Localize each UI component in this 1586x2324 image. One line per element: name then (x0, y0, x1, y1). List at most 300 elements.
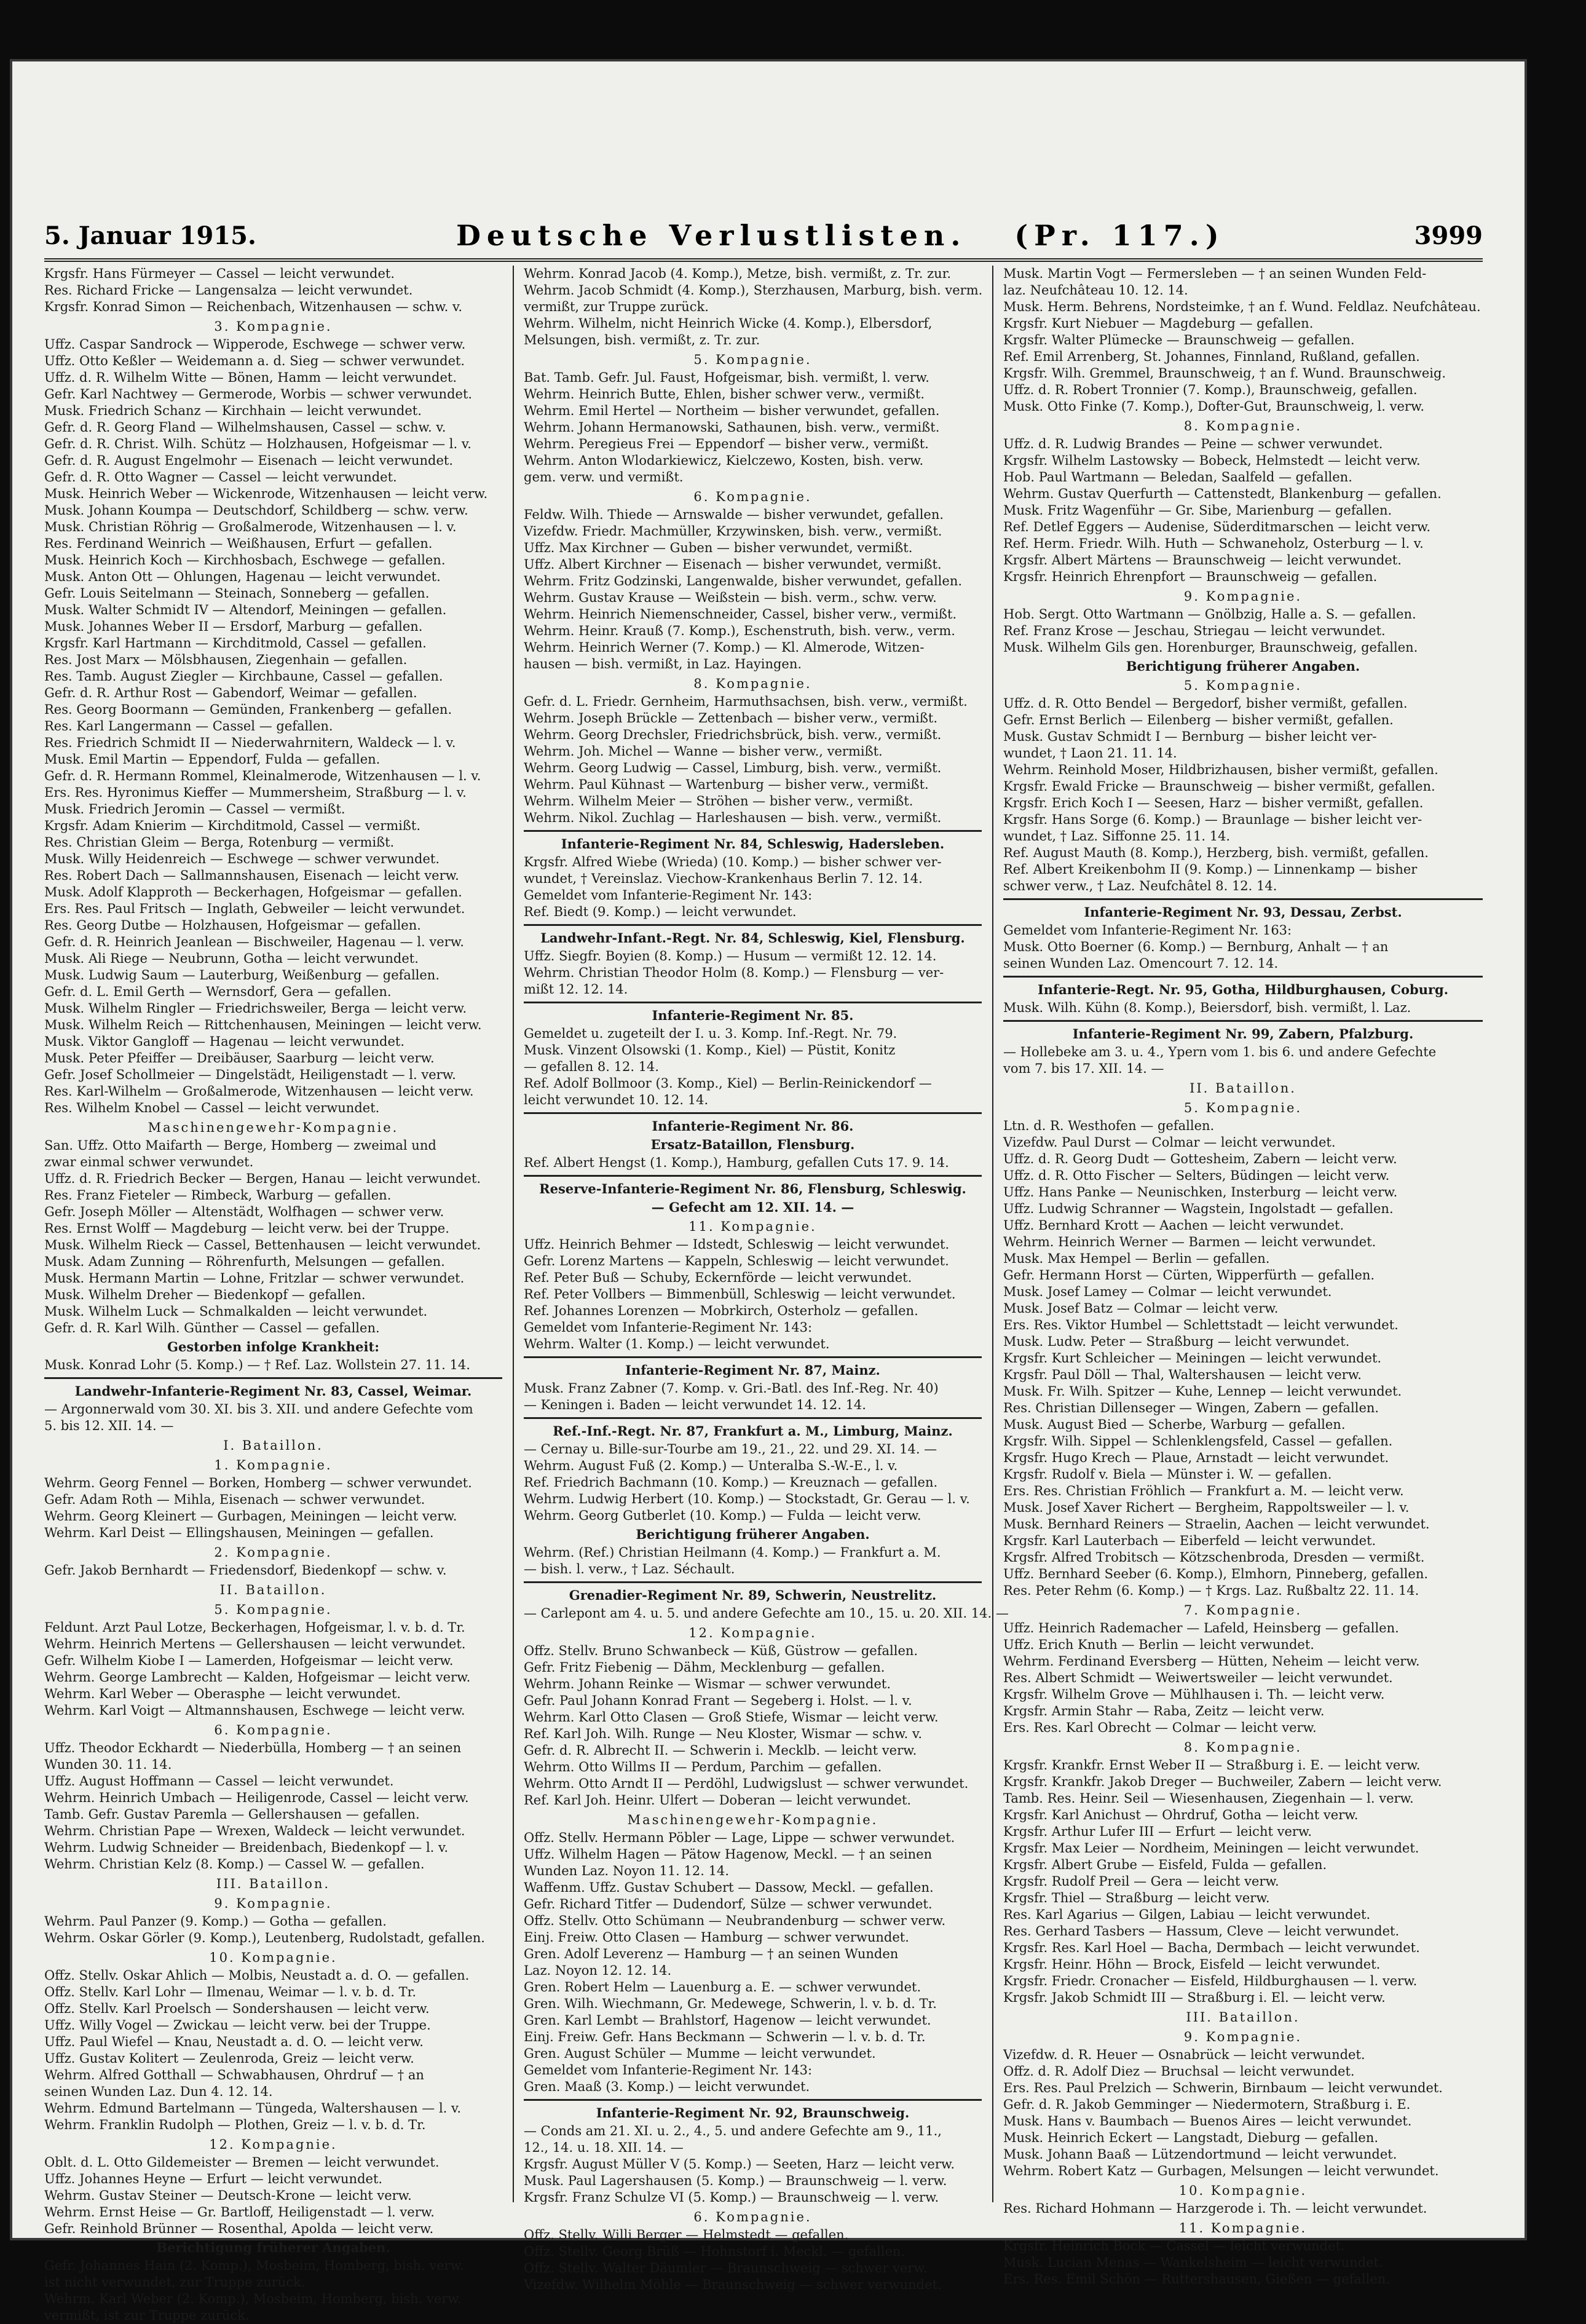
casualty-entry: Res. Ferdinand Weinrich — Weißhausen, Erfurt — gefallen. (44, 536, 433, 551)
casualty-entry: zwar einmal schwer verwundet. (44, 1155, 254, 1169)
casualty-entry: Wehrm. Karl Otto Clasen — Groß Stiefe, Wismar — leicht verw. (524, 1710, 939, 1725)
section-divider (524, 1356, 982, 1358)
casualty-entry: Wehrm. Ferdinand Eversberg — Hütten, Neheim — leicht verw. (1003, 1654, 1420, 1669)
casualty-entry: Krgsfr. Wilh. Sippel — Schlenklengsfeld, Cassel — gefallen. (1003, 1434, 1393, 1449)
casualty-entry: Offz. Stellv. Willi Berger — Helmstedt — gefallen. (524, 2227, 849, 2242)
casualty-entry: Ref. Friedrich Bachmann (10. Komp.) — Kreuznach — gefallen. (524, 1475, 938, 1490)
casualty-entry: Gemeldet vom Infanterie-Regiment Nr. 143: (524, 2063, 813, 2077)
casualty-entry: Wehrm. Karl Weber (2. Komp.), Mosbeim, Homberg, bish. verw. (44, 2291, 462, 2306)
casualty-entry: Feldw. Wilh. Thiede — Arnswalde — bisher verwundet, gefallen. (524, 507, 944, 522)
casualty-entry: Musk. Martin Vogt — Fermersleben — † an seinen Wunden Feld- (1003, 266, 1427, 281)
casualty-entry: Wehrm. Heinr. Krauß (7. Komp.), Eschenstruth, bish. verw., verm. (524, 623, 955, 638)
section-heading: Maschinengewehr-Kompagnie. (148, 1120, 399, 1135)
casualty-entry: — Conds am 21. XI. u. 2., 4., 5. und andere Gefechte am 9., 11., (524, 2124, 942, 2138)
casualty-entry: ist nicht verwundet, zur Truppe zurück. (44, 2275, 306, 2290)
casualty-entry: Vizefdw. d. R. Heuer — Osnabrück — leicht verwundet. (1003, 2047, 1365, 2062)
casualty-entry: Offz. Stellv. Georg Brüß — Hohnstorf i. Meckl. — gefallen. (524, 2244, 905, 2259)
casualty-entry: Gefr. Fritz Fiebenig — Dähm, Mecklenburg — gefallen. (524, 1660, 885, 1675)
casualty-entry: Krgsfr. Albert Märtens — Braunschweig — leicht verwundet. (1003, 553, 1402, 567)
casualty-entry: Tamb. Res. Heinr. Seil — Wiesenhausen, Ziegenhain — l. verw. (1003, 1791, 1414, 1806)
casualty-entry: Res. Franz Fieteler — Rimbeck, Warburg — gefallen. (44, 1188, 392, 1203)
casualty-entry: Musk. Heinrich Koch — Kirchhosbach, Eschwege — gefallen. (44, 553, 446, 567)
casualty-entry: Krgsfr. Heinr. Höhn — Brock, Eisfeld — leicht verwundet. (1003, 1957, 1381, 1972)
section-heading: 9. Kompagnie. (1183, 2030, 1303, 2044)
casualty-entry: Wehrm. Konrad Jacob (4. Komp.), Metze, bish. vermißt, z. Tr. zur. (524, 266, 952, 281)
casualty-entry: Ref. Detlef Eggers — Audenise, Süderditmarschen — leicht verw. (1003, 520, 1431, 534)
casualty-entry: Ers. Res. Karl Obrecht — Colmar — leicht verw. (1003, 1720, 1317, 1735)
section-heading: 11. Kompagnie. (688, 1219, 817, 1234)
section-heading: 9. Kompagnie. (1183, 589, 1303, 604)
section-heading: II. Bataillon. (219, 1583, 327, 1597)
casualty-entry: Krgsfr. Hugo Krech — Plaue, Arnstadt — leicht verwundet. (1003, 1450, 1389, 1465)
casualty-entry: Krgsfr. Thiel — Straßburg — leicht verw. (1003, 1891, 1270, 1905)
casualty-entry: Musk. Max Hempel — Berlin — gefallen. (1003, 1251, 1270, 1266)
casualty-entry: Musk. Gustav Schmidt I — Bernburg — bisher leicht ver- (1003, 729, 1377, 744)
section-heading: 10. Kompagnie. (209, 1950, 337, 1965)
casualty-entry: Ref. Herm. Friedr. Wilh. Huth — Schwaneholz, Osterburg — l. v. (1003, 536, 1424, 551)
casualty-entry: Ref. Adolf Bollmoor (3. Komp., Kiel) — Berlin-Reinickendorf — (524, 1076, 932, 1091)
casualty-entry: Musk. Johannes Weber II — Ersdorf, Marburg — gefallen. (44, 619, 423, 634)
casualty-entry: wundet, † Laz. Siffonne 25. 11. 14. (1003, 829, 1231, 844)
casualty-entry: Oblt. d. L. Otto Gildemeister — Bremen — leicht verwundet. (44, 2155, 440, 2170)
casualty-entry: Krgsfr. Walter Plümecke — Braunschweig — gefallen. (1003, 333, 1355, 347)
casualty-entry: Musk. Adolf Klapproth — Beckerhagen, Hofgeismar — gefallen. (44, 885, 462, 899)
section-heading: 5. Kompagnie. (1183, 1101, 1303, 1115)
casualty-entry: Gren. August Schüler — Mumme — leicht verwundet. (524, 2046, 876, 2061)
casualty-entry: Krgsfr. Paul Döll — Thal, Waltershausen — leicht verw. (1003, 1367, 1362, 1382)
casualty-entry: Gefr. d. R. Georg Fland — Wilhelmshausen, Cassel — schw. v. (44, 420, 446, 435)
newspaper-page (12, 61, 1525, 2323)
casualty-entry: Wehrm. Johann Reinke — Wismar — schwer verwundet. (524, 1677, 891, 1691)
casualty-entry: Musk. Willy Heidenreich — Eschwege — schwer verwundet. (44, 852, 440, 866)
section-heading: II. Bataillon. (1190, 1081, 1296, 1096)
section-divider (524, 1002, 982, 1003)
casualty-entry: Gemeldet vom Infanterie-Regiment Nr. 163: (1003, 923, 1292, 938)
page-content (44, 215, 1483, 2323)
casualty-entry: Res. Ernst Wolff — Magdeburg — leicht verw. bei der Truppe. (44, 1221, 449, 1236)
casualty-entry: Feldunt. Arzt Paul Lotze, Beckerhagen, Hofgeismar, l. v. b. d. Tr. (44, 1620, 465, 1635)
section-heading: 6. Kompagnie. (693, 2210, 812, 2224)
casualty-entry: Gefr. d. R. Arthur Rost — Gabendorf, Weimar — gefallen. (44, 686, 417, 700)
casualty-entry: Wehrm. Walter (1. Komp.) — leicht verwundet. (524, 1337, 830, 1351)
section-heading: Infanterie-Regiment Nr. 92, Braunschweig. (596, 2105, 910, 2120)
casualty-entry: Uffz. Bernhard Krott — Aachen — leicht verwundet. (1003, 1218, 1344, 1233)
section-divider (1003, 976, 1483, 978)
section-heading: 8. Kompagnie. (693, 676, 812, 691)
section-heading: 9. Kompagnie. (214, 1896, 333, 1911)
issue-number: (Pr. 117.) (1014, 219, 1225, 252)
casualty-entry: vermißt, ist zur Truppe zurück. (44, 2308, 250, 2323)
casualty-entry: Res. Richard Fricke — Langensalza — leicht verwundet. (44, 283, 413, 298)
casualty-entry: Wehrm. Heinrich Werner — Barmen — leicht verwundet. (1003, 1235, 1376, 1249)
section-heading: Landwehr-Infanterie-Regiment Nr. 83, Cassel, Weimar. (74, 1383, 472, 1399)
casualty-entry: Uffz. Paul Wiefel — Knau, Neustadt a. d. O. — leicht verw. (44, 2034, 424, 2049)
casualty-entry: gem. verw. und vermißt. (524, 470, 684, 484)
casualty-entry: Ref. Johannes Lorenzen — Mobrkirch, Osterholz — gefallen. (524, 1303, 918, 1318)
casualty-entry: Wehrm. Christian Theodor Holm (8. Komp.) — Flensburg — ver- (524, 965, 944, 980)
casualty-entry: Gemeldet u. zugeteilt der I. u. 3. Komp. Inf.-Regt. Nr. 79. (524, 1026, 898, 1041)
casualty-entry: Gefr. d. R. Karl Wilh. Günther — Cassel — gefallen. (44, 1321, 380, 1335)
casualty-entry: Gefr. Reinhold Brünner — Rosenthal, Apolda — leicht verw. (44, 2221, 434, 2236)
casualty-entry: Krgsfr. Franz Schulze VI (5. Komp.) — Braunschweig — l. verw. (524, 2190, 939, 2205)
casualty-entry: Wehrm. Heinrich Niemenschneider, Cassel, bisher verw., vermißt. (524, 607, 957, 622)
casualty-entry: Ers. Res. Christian Fröhlich — Frankfurt a. M. — leicht verw. (1003, 1484, 1404, 1498)
publication-title: Deutsche Verlustlisten. (Pr. 117.) (456, 219, 1225, 252)
section-heading: 10. Kompagnie. (1178, 2183, 1308, 2198)
casualty-entry: Uffz. Albert Kirchner — Eisenach — bisher verwundet, vermißt. (524, 557, 942, 572)
casualty-entry: Gefr. d. R. Jakob Gemminger — Niedermotern, Straßburg i. E. (1003, 2097, 1411, 2112)
casualty-entry: Gefr. Karl Nachtwey — Germerode, Worbis — schwer verwundet. (44, 387, 473, 401)
section-divider (524, 1581, 982, 1583)
casualty-entry: Ref. Biedt (9. Komp.) — leicht verwundet. (524, 904, 797, 919)
casualty-entry: Musk. Hermann Martin — Lohne, Fritzlar — schwer verwundet. (44, 1271, 465, 1286)
casualty-entry: Wehrm. Ludwig Schneider — Breidenbach, Biedenkopf — l. v. (44, 1840, 449, 1855)
casualty-entry: Krgsfr. Max Leier — Nordheim, Meiningen — leicht verwundet. (1003, 1841, 1419, 1856)
casualty-entry: 5. bis 12. XII. 14. — (44, 1418, 174, 1433)
section-divider (524, 924, 982, 926)
section-heading: 12. Kompagnie. (688, 1626, 817, 1640)
casualty-entry: laz. Neufchâteau 10. 12. 14. (1003, 283, 1188, 298)
section-heading: 12. Kompagnie. (209, 2137, 337, 2152)
casualty-entry: Ref. August Mauth (8. Komp.), Herzberg, bish. vermißt, gefallen. (1003, 845, 1429, 860)
casualty-entry: Musk. Josef Lamey — Colmar — leicht verwundet. (1003, 1284, 1332, 1299)
casualty-entry: seinen Wunden Laz. Dun 4. 12. 14. (44, 2084, 273, 2099)
casualty-entry: Res. Peter Rehm (6. Komp.) — † Krgs. Laz. Rußbaltz 22. 11. 14. (1003, 1583, 1419, 1598)
casualty-entry: Musk. Otto Boerner (6. Komp.) — Bernburg, Anhalt — † an (1003, 939, 1389, 954)
casualty-entry: Wehrm. Alfred Gotthall — Schwabhausen, Ohrdruf — † an (44, 2068, 424, 2082)
section-heading: 3. Kompagnie. (214, 319, 333, 334)
casualty-entry: Ref. Karl Joh. Heinr. Ulfert — Doberan — leicht verwundet. (524, 1793, 912, 1808)
casualty-entry: Wehrm. Heinrich Butte, Ehlen, bisher schwer verw., vermißt. (524, 387, 925, 401)
casualty-entry: Gefr. d. R. Hermann Rommel, Kleinalmerode, Witzenhausen — l. v. (44, 769, 481, 783)
casualty-entry: Uffz. Caspar Sandrock — Wipperode, Eschwege — schwer verw. (44, 337, 466, 352)
casualty-entry: Krgsfr. Jakob Schmidt III — Straßburg i. El. — leicht verw. (1003, 1990, 1386, 2005)
casualty-entry: Gefr. d. R. Christ. Wilh. Schütz — Holzhausen, Hofgeismar — l. v. (44, 437, 471, 451)
casualty-entry: Wehrm. Paul Panzer (9. Komp.) — Gotha — gefallen. (44, 1914, 387, 1929)
casualty-entry: Res. Richard Hohmann — Harzgerode i. Th. — leicht verwundet. (1003, 2201, 1427, 2216)
casualty-entry: Musk. Paul Lagershausen (5. Komp.) — Braunschweig — l. verw. (524, 2173, 947, 2188)
casualty-entry: Krgsfr. Alfred Trobitsch — Kötzschenbroda, Dresden — vermißt. (1003, 1550, 1425, 1565)
casualty-entry: Krgsfr. August Müller V (5. Komp.) — Seeten, Harz — leicht verw. (524, 2157, 955, 2172)
casualty-entry: Musk. Wilhelm Luck — Schmalkalden — leicht verwundet. (44, 1304, 428, 1319)
casualty-entry: Wehrm. (Ref.) Christian Heilmann (4. Komp.) — Frankfurt a. M. (524, 1545, 941, 1560)
casualty-entry: Wehrm. Johann Hermanowski, Sathaunen, bish. verw., vermißt. (524, 420, 940, 435)
casualty-entry: Wehrm. Georg Drechsler, Friedrichsbrück, bish. verw., vermißt. (524, 727, 942, 742)
casualty-entry: Musk. Josef Xaver Richert — Bergheim, Rappoltsweiler — l. v. (1003, 1500, 1410, 1515)
casualty-entry: — Cernay u. Bille-sur-Tourbe am 19., 21., 22. und 29. XI. 14. — (524, 1442, 937, 1456)
casualty-entry: 12., 14. u. 18. XII. 14. — (524, 2140, 684, 2155)
casualty-entry: Offz. Stellv. Oskar Ahlich — Molbis, Neustadt a. d. O. — gefallen. (44, 1968, 470, 1983)
casualty-entry: Krgsfr. Wilh. Gremmel, Braunschweig, † an f. Wund. Braunschweig. (1003, 366, 1446, 381)
section-heading: Berichtigung früherer Angaben. (1126, 658, 1360, 674)
section-divider (524, 2099, 982, 2101)
section-divider (1003, 1020, 1483, 1022)
casualty-entry: Hob. Paul Wartmann — Beledan, Saalfeld — gefallen. (1003, 470, 1352, 484)
casualty-entry: Vizefdw. Friedr. Machmüller, Krzywinsken, bish. verw., vermißt. (524, 524, 942, 539)
columns (44, 266, 1483, 2323)
casualty-entry: vermißt, zur Truppe zurück. (524, 299, 709, 314)
casualty-entry: Musk. Ludw. Peter — Straßburg — leicht verwundet. (1003, 1334, 1350, 1349)
section-heading: III. Bataillon. (216, 1876, 331, 1891)
casualty-entry: Krgsfr. Res. Karl Hoel — Bacha, Dermbach — leicht verwundet. (1003, 1940, 1420, 1955)
column-1 (44, 266, 502, 2323)
casualty-entry: Gefr. Ernst Berlich — Eilenberg — bisher vermißt, gefallen. (1003, 713, 1394, 727)
casualty-entry: — Carlepont am 4. u. 5. und andere Gefechte am 10., 15. u. 20. XII. 14. — (524, 1606, 1009, 1621)
casualty-entry: Wehrm. Heinrich Umbach — Heiligenrode, Cassel — leicht verw. (44, 1790, 469, 1805)
casualty-entry: Wehrm. Fritz Godzinski, Langenwalde, bisher verwundet, gefallen. (524, 574, 963, 588)
casualty-entry: Res. Robert Dach — Sallmannshausen, Eisenach — leicht verw. (44, 868, 459, 883)
casualty-entry: Musk. Wilhelm Rieck — Cassel, Bettenhausen — leicht verwundet. (44, 1238, 481, 1252)
casualty-entry: seinen Wunden Laz. Omencourt 7. 12. 14. (1003, 956, 1279, 971)
casualty-entry: Wehrm. Nikol. Zuchlag — Harleshausen — bish. verw., vermißt. (524, 810, 942, 825)
casualty-entry: Krgsfr. Krankfr. Ernst Weber II — Straßburg i. E. — leicht verw. (1003, 1758, 1421, 1773)
casualty-entry: Gefr. Jakob Bernhardt — Friedensdorf, Biedenkopf — schw. v. (44, 1563, 447, 1578)
section-divider (1003, 898, 1483, 900)
casualty-entry: Gefr. d. L. Friedr. Gernheim, Harmuthsachsen, bish. verw., vermißt. (524, 694, 968, 709)
casualty-entry: Gefr. d. R. Otto Wagner — Cassel — leicht verwundet. (44, 470, 397, 484)
casualty-entry: Uffz. Wilhelm Hagen — Pätow Hagenow, Meckl. — † an seinen (524, 1847, 933, 1862)
section-heading: — Gefecht am 12. XII. 14. — (651, 1200, 854, 1215)
casualty-entry: Wehrm. Heinrich Werner (7. Komp.) — Kl. Almerode, Witzen- (524, 640, 925, 655)
casualty-entry: Musk. Ludwig Saum — Lauterburg, Weißenburg — gefallen. (44, 968, 440, 982)
casualty-entry: Res. Christian Gleim — Berga, Rotenburg — vermißt. (44, 835, 395, 850)
casualty-entry: Musk. Heinrich Eckert — Langstadt, Dieburg — gefallen. (1003, 2130, 1379, 2145)
casualty-entry: Krgsfr. Rudolf v. Biela — Münster i. W. — gefallen. (1003, 1467, 1332, 1482)
casualty-entry: Wehrm. Georg Gutberlet (10. Komp.) — Fulda — leicht verw. (524, 1508, 921, 1523)
casualty-entry: Wehrm. Emil Hertel — Northeim — bisher verwundet, gefallen. (524, 403, 940, 418)
casualty-entry: Wehrm. Georg Fennel — Borken, Homberg — schwer verwundet. (44, 1476, 472, 1490)
casualty-entry: Res. Karl Agarius — Gilgen, Labiau — leicht verwundet. (1003, 1907, 1371, 1922)
casualty-entry: wundet, † Vereinslaz. Viechow-Krankenhaus Berlin 7. 12. 14. (524, 871, 923, 886)
casualty-entry: Musk. Josef Batz — Colmar — leicht verw. (1003, 1301, 1279, 1316)
casualty-entry: Musk. Otto Finke (7. Komp.), Dofter-Gut, Braunschweig, l. verw. (1003, 399, 1425, 414)
casualty-entry: Wehrm. Paul Kühnast — Wartenburg — bisher verw., vermißt. (524, 777, 929, 792)
casualty-entry: Uffz. d. R. Friedrich Becker — Bergen, Hanau — leicht verwundet. (44, 1171, 481, 1186)
casualty-entry: Musk. Lucian Menas — Wankelsheim — leicht verwundet. (1003, 2255, 1383, 2270)
casualty-entry: Vizefdw. Paul Durst — Colmar — leicht verwundet. (1003, 1135, 1336, 1150)
section-heading: 5. Kompagnie. (1183, 678, 1303, 693)
casualty-entry: — Argonnerwald vom 30. XI. bis 3. XII. und andere Gefechte vom (44, 1402, 473, 1417)
casualty-entry: Res. Christian Dillenseger — Wingen, Zabern — gefallen. (1003, 1401, 1379, 1415)
casualty-entry: Musk. Anton Ott — Ohlungen, Hagenau — leicht verwundet. (44, 569, 441, 584)
casualty-entry: Bat. Tamb. Gefr. Jul. Faust, Hofgeismar, bish. vermißt, l. verw. (524, 370, 929, 385)
casualty-entry: Krgsfr. Albert Grube — Eisfeld, Fulda — gefallen. (1003, 1857, 1327, 1872)
casualty-entry: Musk. Herm. Behrens, Nordsteimke, † an f. Wund. Feldlaz. Neufchâteau. (1003, 299, 1481, 314)
casualty-entry: Uffz. Heinrich Rademacher — Lafeld, Heinsberg — gefallen. (1003, 1621, 1399, 1635)
casualty-entry: Wehrm. Otto Willms II — Perdum, Parchim — gefallen. (524, 1760, 882, 1774)
page-header (44, 215, 1483, 262)
section-heading: Gestorben infolge Krankheit: (167, 1339, 379, 1354)
casualty-entry: Wehrm. Anton Wlodarkiewicz, Kielczewo, Kosten, bish. verw. (524, 453, 924, 468)
section-divider (524, 1112, 982, 1114)
casualty-entry: Wehrm. Karl Deist — Ellingshausen, Meiningen — gefallen. (44, 1525, 434, 1540)
section-heading: Reserve-Infanterie-Regiment Nr. 86, Flensburg, Schleswig. (539, 1181, 966, 1196)
casualty-entry: Krgsfr. Friedr. Cronacher — Eisfeld, Hildburghausen — l. verw. (1003, 1974, 1418, 1988)
casualty-entry: Wehrm. Franklin Rudolph — Plothen, Greiz — l. v. b. d. Tr. (44, 2117, 426, 2132)
casualty-entry: Musk. Walter Schmidt IV — Altendorf, Meiningen — gefallen. (44, 603, 447, 617)
casualty-entry: Res. Albert Schmidt — Weiwertsweiler — leicht verwundet. (1003, 1670, 1393, 1685)
casualty-entry: Gefr. Adam Roth — Mihla, Eisenach — schwer verwundet. (44, 1492, 425, 1507)
section-heading: III. Bataillon. (1186, 2010, 1300, 2025)
casualty-entry: Musk. Wilhelm Reich — Rittchenhausen, Meiningen — leicht verw. (44, 1018, 482, 1032)
section-heading: Ersatz-Bataillon, Flensburg. (650, 1137, 855, 1152)
section-heading: I. Bataillon. (223, 1438, 323, 1453)
casualty-entry: Krgsfr. Kurt Niebuer — Magdeburg — gefallen. (1003, 316, 1314, 331)
casualty-entry: Gefr. Hermann Horst — Cürten, Wipperfürth — gefallen. (1003, 1268, 1375, 1283)
casualty-entry: Offz. Stellv. Bruno Schwanbeck — Küß, Güstrow — gefallen. (524, 1643, 918, 1658)
casualty-entry: Res. Wilhelm Knobel — Cassel — leicht verwundet. (44, 1101, 380, 1115)
casualty-entry: Uffz. Ludwig Schranner — Wagstein, Ingolstadt — gefallen. (1003, 1201, 1394, 1216)
casualty-entry: Ref. Emil Arrenberg, St. Johannes, Finnland, Rußland, gefallen. (1003, 349, 1420, 364)
casualty-entry: Uffz. d. R. Georg Dudt — Gottesheim, Zabern — leicht verw. (1003, 1152, 1397, 1166)
casualty-entry: Res. Georg Boormann — Gemünden, Frankenberg — gefallen. (44, 702, 452, 717)
section-divider (44, 1377, 502, 1379)
section-heading: 5. Kompagnie. (693, 352, 812, 367)
casualty-entry: Res. Jost Marx — Mölsbhausen, Ziegenhain — gefallen. (44, 652, 408, 667)
casualty-entry: Uffz. Gustav Kolitert — Zeulenroda, Greiz — leicht verw. (44, 2051, 414, 2066)
casualty-entry: Gefr. d. R. Albrecht II. — Schwerin i. Mecklb. — leicht verw. (524, 1743, 917, 1758)
casualty-entry: Musk. Wilhelm Dreher — Biedenkopf — gefallen. (44, 1287, 366, 1302)
casualty-entry: Offz. Stellv. Karl Proelsch — Sondershausen — leicht verw. (44, 2001, 430, 2016)
casualty-entry: Melsungen, bish. vermißt, z. Tr. zur. (524, 333, 760, 347)
casualty-entry: Ref. Albert Kreikenbohm II (9. Komp.) — Linnenkamp — bisher (1003, 862, 1418, 877)
casualty-entry: Wehrm. Georg Kleinert — Gurbagen, Meiningen — leicht verw. (44, 1509, 457, 1524)
section-heading: Infanterie-Regiment Nr. 93, Dessau, Zerbst. (1084, 904, 1402, 920)
casualty-entry: Musk. Christian Röhrig — Großalmerode, Witzenhausen — l. v. (44, 520, 457, 534)
casualty-entry: Gren. Wilh. Wiechmann, Gr. Medewege, Schwerin, l. v. b. d. Tr. (524, 1996, 937, 2011)
casualty-entry: Gefr. Johannes Hain (2. Komp.), Mosbeim, Homberg, bish. verw. (44, 2258, 464, 2273)
casualty-entry: Gren. Robert Helm — Lauenburg a. E. — schwer verwundet. (524, 1980, 921, 1994)
casualty-entry: Uffz. Bernhard Seeber (6. Komp.), Elmhorn, Pinneberg, gefallen. (1003, 1567, 1429, 1581)
section-heading: Landwehr-Infant.-Regt. Nr. 84, Schleswig, Kiel, Flensburg. (540, 930, 965, 946)
casualty-entry: Ltn. d. R. Westhofen — gefallen. (1003, 1118, 1215, 1133)
casualty-entry: Krgsfr. Krankfr. Jakob Dreger — Buchweiler, Zabern — leicht verw. (1003, 1774, 1442, 1789)
section-heading: 8. Kompagnie. (1183, 419, 1303, 433)
section-heading: 7. Kompagnie. (1183, 1603, 1303, 1618)
section-heading: 11. Kompagnie. (1178, 2221, 1308, 2235)
casualty-entry: vom 7. bis 17. XII. 14. — (1003, 1061, 1164, 1076)
casualty-entry: Wehrm. Gustav Steiner — Deutsch-Krone — leicht verw. (44, 2188, 412, 2203)
casualty-entry: Musk. Johann Koumpa — Deutschdorf, Schildberg — schw. verw. (44, 503, 468, 518)
casualty-entry: Wehrm. Edmund Bartelmann — Tüngeda, Waltershausen — l. v. (44, 2101, 462, 2116)
casualty-entry: Wehrm. Gustav Krause — Weißstein — bish. verm., schw. verw. (524, 590, 937, 605)
casualty-entry: Gefr. Wilhelm Kiobe I — Lamerden, Hofgeismar — leicht verw. (44, 1653, 454, 1668)
casualty-entry: Krgsfr. Arthur Lufer III — Erfurt — leicht verw. (1003, 1824, 1312, 1839)
casualty-entry: Krgsfr. Alfred Wiebe (Wrieda) (10. Komp.) — bisher schwer ver- (524, 855, 942, 869)
casualty-entry: Wehrm. Ernst Heise — Gr. Bartloff, Heiligenstadt — l. verw. (44, 2205, 435, 2219)
casualty-entry: Wehrm. Ludwig Herbert (10. Komp.) — Stockstadt, Gr. Gerau — l. v. (524, 1492, 970, 1506)
casualty-entry: Uffz. d. R. Otto Bendel — Bergedorf, bisher vermißt, gefallen. (1003, 696, 1408, 711)
casualty-entry: Krgsfr. Hans Fürmeyer — Cassel — leicht verwundet. (44, 266, 395, 281)
column-3 (1003, 266, 1483, 2286)
casualty-entry: Res. Karl Langermann — Cassel — gefallen. (44, 719, 333, 733)
casualty-entry: Wunden 30. 11. 14. (44, 1757, 172, 1772)
casualty-entry: Gefr. d. R. Heinrich Jeanlean — Bischweiler, Hagenau — l. verw. (44, 935, 464, 949)
casualty-entry: Krgsfr. Karl Hartmann — Kirchditmold, Cassel — gefallen. (44, 636, 427, 650)
casualty-entry: Krgsfr. Wilhelm Grove — Mühlhausen i. Th. — leicht verw. (1003, 1687, 1385, 1702)
casualty-entry: Offz. Stellv. Walter Däumler — Braunschweig — schwer verw. (524, 2261, 928, 2275)
casualty-entry: mißt 12. 12. 14. (524, 982, 628, 997)
casualty-entry: Gefr. Josef Schollmeier — Dingelstädt, Heiligenstadt — l. verw. (44, 1067, 456, 1082)
casualty-entry: Krgsfr. Armin Stahr — Raba, Zeitz — leicht verw. (1003, 1704, 1325, 1718)
casualty-entry: Krgsfr. Karl Anichust — Ohrdruf, Gotha — leicht verw. (1003, 1808, 1359, 1822)
casualty-entry: Wehrm. Otto Arndt II — Perdöhl, Ludwigslust — schwer verwundet. (524, 1776, 969, 1791)
casualty-entry: leicht verwundet 10. 12. 14. (524, 1093, 709, 1107)
casualty-entry: Musk. Viktor Gangloff — Hagenau — leicht verwundet. (44, 1034, 405, 1049)
casualty-entry: Hob. Sergt. Otto Wartmann — Gnölbzig, Halle a. S. — gefallen. (1003, 607, 1416, 622)
casualty-entry: Wehrm. August Fuß (2. Komp.) — Unteralba S.-W.-E., l. v. (524, 1458, 898, 1473)
casualty-entry: Musk. Wilh. Kühn (8. Komp.), Beiersdorf, bish. vermißt, l. Laz. (1003, 1000, 1411, 1015)
casualty-entry: Wehrm. Christian Kelz (8. Komp.) — Cassel W. — gefallen. (44, 1857, 425, 1871)
section-heading: Infanterie-Regiment Nr. 99, Zabern, Pfalzburg. (1072, 1026, 1414, 1041)
section-heading: Ref.-Inf.-Regt. Nr. 87, Frankfurt a. M., Limburg, Mainz. (553, 1423, 953, 1439)
section-heading: Infanterie-Regiment Nr. 86. (652, 1118, 854, 1134)
issue-date: 5. Januar 1915. (44, 221, 256, 250)
casualty-entry: Wehrm. Jacob Schmidt (4. Komp.), Sterzhausen, Marburg, bish. verm. (524, 283, 983, 298)
casualty-entry: Gefr. d. R. August Engelmohr — Eisenach — leicht verwundet. (44, 453, 454, 468)
casualty-entry: Offz. Stellv. Hermann Pöbler — Lage, Lippe — schwer verwundet. (524, 1830, 955, 1845)
casualty-entry: Einj. Freiw. Otto Clasen — Hamburg — schwer verwundet. (524, 1930, 909, 1945)
casualty-entry: Musk. Emil Martin — Eppendorf, Fulda — gefallen. (44, 752, 381, 767)
casualty-entry: Waffenm. Uffz. Gustav Schubert — Dassow, Meckl. — gefallen. (524, 1880, 934, 1895)
casualty-entry: Wehrm. Robert Katz — Gurbagen, Melsungen — leicht verwundet. (1003, 2164, 1439, 2178)
casualty-entry: Gren. Maaß (3. Komp.) — leicht verwundet. (524, 2079, 810, 2094)
casualty-entry: — gefallen 8. 12. 14. (524, 1059, 660, 1074)
casualty-entry: Gefr. Louis Seitelmann — Steinach, Sonneberg — gefallen. (44, 586, 430, 601)
casualty-entry: Wehrm. Heinrich Mertens — Gellershausen — leicht verwundet. (44, 1637, 466, 1651)
casualty-entry: Musk. Konrad Lohr (5. Komp.) — † Ref. Laz. Wollstein 27. 11. 14. (44, 1358, 470, 1372)
casualty-entry: Uffz. Hans Panke — Neunischken, Insterburg — leicht verw. (1003, 1185, 1398, 1200)
casualty-entry: Gefr. Richard Titfer — Dudendorf, Sülze — schwer verwundet. (524, 1897, 933, 1911)
casualty-entry: Krgsfr. Heinrich Ehrenpfort — Braunschweig — gefallen. (1003, 569, 1378, 584)
casualty-entry: Krgsfr. Erich Koch I — Seesen, Harz — bisher vermißt, gefallen. (1003, 796, 1424, 810)
casualty-entry: Uffz. d. R. Robert Tronnier (7. Komp.), Braunschweig, gefallen. (1003, 382, 1418, 397)
casualty-entry: Musk. Friedrich Jeromin — Cassel — vermißt. (44, 802, 345, 816)
casualty-entry: Uffz. Siegfr. Boyien (8. Komp.) — Husum — vermißt 12. 12. 14. (524, 949, 937, 963)
casualty-entry: Tamb. Gefr. Gustav Paremla — Gellershausen — gefallen. (44, 1807, 420, 1822)
casualty-entry: Wehrm. Gustav Querfurth — Cattenstedt, Blankenburg — gefallen. (1003, 486, 1442, 501)
casualty-entry: Gemeldet vom Infanterie-Regiment Nr. 143: (524, 1320, 813, 1335)
casualty-entry: Musk. Bernhard Reiners — Straelin, Aachen — leicht verwundet. (1003, 1517, 1430, 1532)
section-divider (524, 1175, 982, 1177)
casualty-entry: Wehrm. Karl Voigt — Altmannshausen, Eschwege — leicht verw. (44, 1703, 465, 1718)
casualty-entry: Ers. Res. Paul Fritsch — Inglath, Gebweiler — leicht verwundet. (44, 901, 465, 916)
casualty-entry: Wunden Laz. Noyon 11. 12. 14. (524, 1864, 730, 1878)
casualty-entry: Krgsfr. Adam Knierim — Kirchditmold, Cassel — vermißt. (44, 818, 421, 833)
casualty-entry: schwer verw., † Laz. Neufchâtel 8. 12. 14. (1003, 879, 1277, 893)
casualty-entry: Musk. Ali Riege — Neubrunn, Gotha — leicht verwundet. (44, 951, 419, 966)
casualty-entry: Ref. Albert Hengst (1. Komp.), Hamburg, gefallen Cuts 17. 9. 14. (524, 1155, 949, 1170)
casualty-entry: Offz. Stellv. Karl Lohr — Ilmenau, Weimar — l. v. b. d. Tr. (44, 1985, 417, 1999)
casualty-entry: Uffz. d. R. Wilhelm Witte — Bönen, Hamm — leicht verwundet. (44, 370, 457, 385)
casualty-entry: Offz. Stellv. Otto Schümann — Neubrandenburg — schwer verw. (524, 1913, 946, 1928)
casualty-entry: — Hollebeke am 3. u. 4., Ypern vom 1. bis 6. und andere Gefechte (1003, 1045, 1437, 1059)
casualty-entry: Uffz. d. R. Ludwig Brandes — Peine — schwer verwundet. (1003, 437, 1383, 451)
casualty-entry: Krgsfr. Karl Lauterbach — Eiberfeld — leicht verwundet. (1003, 1533, 1376, 1548)
casualty-entry: Krgsfr. Wilhelm Lastowsky — Bobeck, Helmstedt — leicht verw. (1003, 453, 1421, 468)
casualty-entry: Musk. Fritz Wagenführ — Gr. Sibe, Marienburg — gefallen. (1003, 503, 1392, 518)
casualty-entry: Gemeldet vom Infanterie-Regiment Nr. 143: (524, 888, 813, 903)
casualty-entry: Uffz. Heinrich Behmer — Idstedt, Schleswig — leicht verwundet. (524, 1237, 950, 1252)
casualty-entry: Wehrm. Karl Weber — Oberasphe — leicht verwundet. (44, 1686, 401, 1701)
casualty-entry: Musk. Friedrich Schanz — Kirchhain — leicht verwundet. (44, 403, 422, 418)
casualty-entry: — Keningen i. Baden — leicht verwundet 14. 12. 14. (524, 1397, 866, 1412)
column-2 (524, 266, 1009, 2292)
casualty-entry: Res. Gerhard Tasbers — Hassum, Cleve — leicht verwundet. (1003, 1924, 1400, 1939)
casualty-entry: Res. Karl-Wilhelm — Großalmerode, Witzenhausen — leicht verw. (44, 1084, 474, 1099)
casualty-entry: Musk. Hans v. Baumbach — Buenos Aires — leicht verwundet. (1003, 2114, 1412, 2128)
page-number: 3999 (1414, 221, 1483, 250)
